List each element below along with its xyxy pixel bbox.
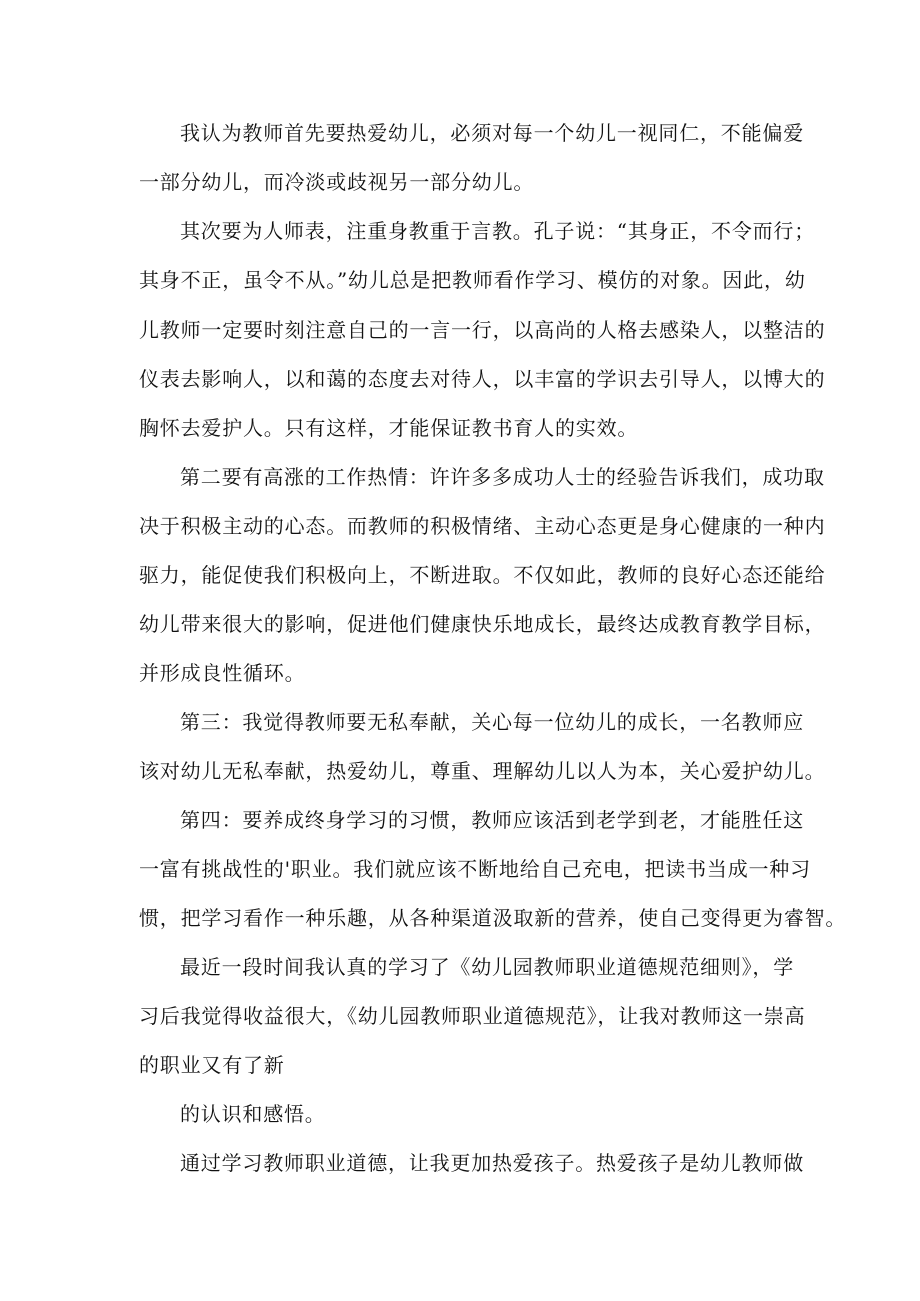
text-line: 最近一段时间我认真的学习了《幼儿园教师职业道德规范细则》，学 bbox=[180, 955, 794, 979]
text-line: 我认为教师首先要热爱幼儿，必须对每一个幼儿一视同仁，不能偏爱 bbox=[180, 121, 804, 145]
text-line: 幼儿带来很大的影响，促进他们健康快乐地成长，最终达成教育教学目标， bbox=[139, 612, 826, 636]
text-line: 习后我觉得收益很大，《幼儿园教师职业道德规范》，让我对教师这一崇高 bbox=[139, 1004, 806, 1028]
text-line: 的职业又有了新 bbox=[139, 1053, 285, 1077]
text-line: 第四：要养成终身学习的习惯，教师应该活到老学到老，才能胜任这 bbox=[180, 808, 804, 832]
text-line: 胸怀去爱护人。只有这样，才能保证教书育人的实效。 bbox=[139, 416, 639, 440]
text-line: 仪表去影响人，以和蔼的态度去对待人，以丰富的学识去引导人，以博大的 bbox=[139, 367, 826, 391]
text-line: 该对幼儿无私奉献，热爱幼儿，尊重、理解幼儿以人为本，关心爱护幼儿。 bbox=[139, 759, 826, 783]
text-line: 惯，把学习看作一种乐趣，从各种渠道汲取新的营养，使自己变得更为睿智。 bbox=[139, 906, 847, 930]
text-line: 并形成良性循环。 bbox=[139, 661, 306, 685]
text-line: 其身不正，虽令不从。”幼儿总是把教师看作学习、模仿的对象。因此，幼 bbox=[139, 268, 806, 292]
text-line: 儿教师一定要时刻注意自己的一言一行，以高尚的人格去感染人，以整洁的 bbox=[139, 318, 826, 342]
text-line: 驱力，能促使我们积极向上，不断进取。不仅如此，教师的良好心态还能给 bbox=[139, 563, 826, 587]
text-line: 通过学习教师职业道德，让我更加热爱孩子。热爱孩子是幼儿教师做 bbox=[180, 1151, 804, 1175]
text-line: 的认识和感悟。 bbox=[180, 1102, 326, 1126]
text-line: 第三：我觉得教师要无私奉献，关心每一位幼儿的成长，一名教师应 bbox=[180, 710, 804, 734]
text-line: 一富有挑战性的'职业。我们就应该不断地给自己充电，把读书当成一种习 bbox=[139, 857, 811, 881]
text-line: 第二要有高涨的工作热情：许许多多成功人士的经验告诉我们，成功取 bbox=[180, 465, 825, 489]
text-line: 决于积极主动的心态。而教师的积极情绪、主动心态更是身心健康的一种内 bbox=[139, 514, 826, 538]
text-line: 其次要为人师表，注重身教重于言教。孔子说：“其身正，不令而行； bbox=[180, 219, 816, 243]
text-line: 一部分幼儿，而冷淡或歧视另一部分幼儿。 bbox=[139, 170, 535, 194]
